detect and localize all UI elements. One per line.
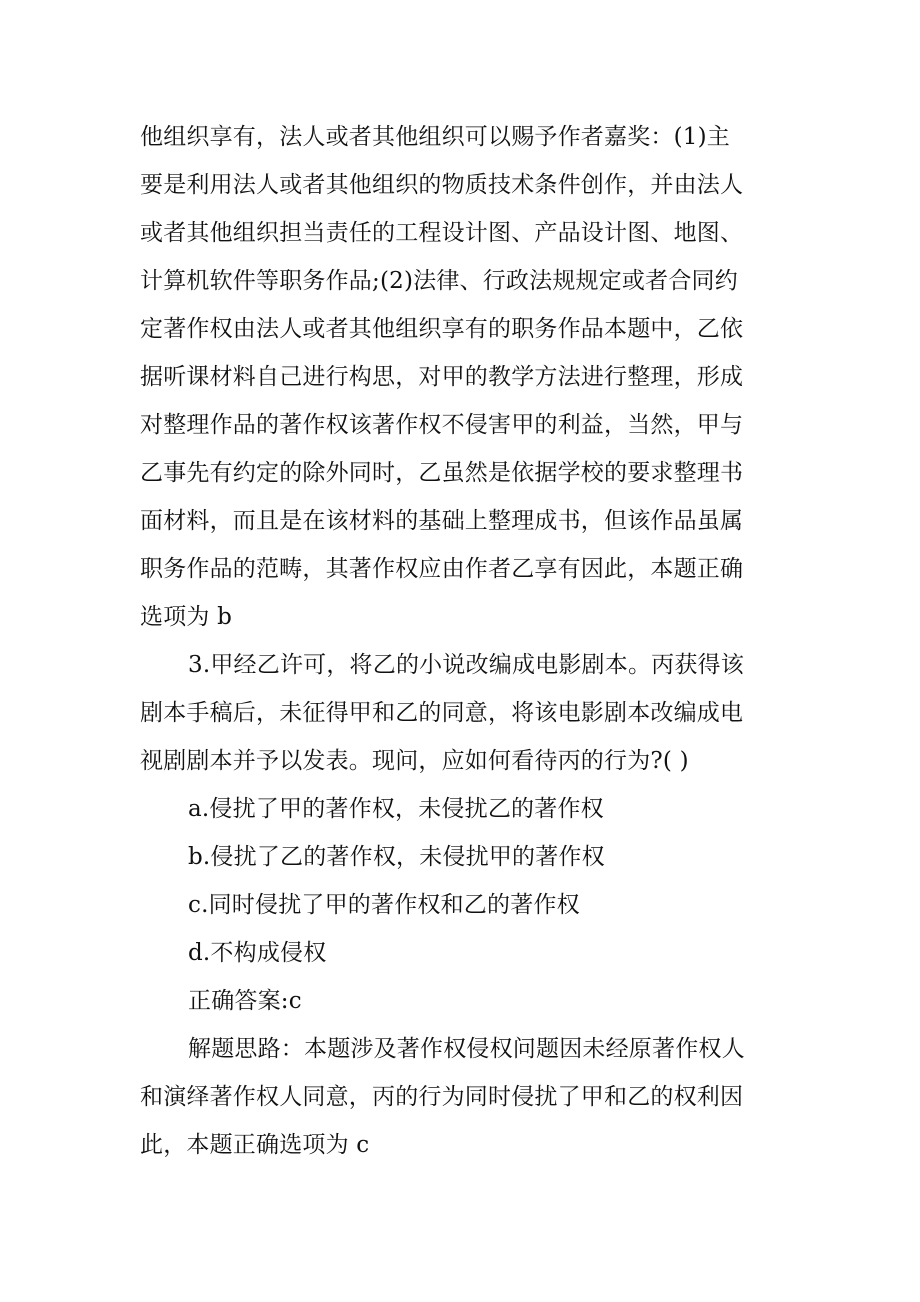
question-line: 剧本手稿后，未征得甲和乙的同意，将该电影剧本改编成电: [140, 700, 744, 726]
paragraph-line: 或者其他组织担当责任的工程设计图、产品设计图、地图、: [140, 220, 744, 246]
option-c: c.同时侵扰了甲的著作权和乙的著作权: [188, 892, 580, 918]
explanation-line: 和演绎著作权人同意，丙的行为同时侵扰了甲和乙的权利因: [140, 1084, 744, 1110]
question-line: 3.甲经乙许可，将乙的小说改编成电影剧本。丙获得该: [188, 652, 744, 678]
explanation-line: 解题思路：本题涉及著作权侵权问题因未经原著作权人: [188, 1036, 745, 1062]
option-d: d.不构成侵权: [188, 940, 327, 966]
paragraph-line: 定著作权由法人或者其他组织享有的职务作品本题中，乙依: [140, 316, 744, 342]
question-line: 视剧剧本并予以发表。现问，应如何看待丙的行为?( ): [140, 748, 689, 774]
paragraph-line: 他组织享有，法人或者其他组织可以赐予作者嘉奖：(1)主: [140, 124, 730, 150]
paragraph-line: 选项为 b: [140, 604, 233, 630]
paragraph-line: 对整理作品的著作权该著作权不侵害甲的利益，当然，甲与: [140, 412, 744, 438]
paragraph-line: 据听课材料自己进行构思，对甲的教学方法进行整理，形成: [140, 364, 744, 390]
option-a: a.侵扰了甲的著作权，未侵扰乙的著作权: [188, 796, 604, 822]
paragraph-line: 乙事先有约定的除外同时，乙虽然是依据学校的要求整理书: [140, 460, 744, 486]
paragraph-line: 职务作品的范畴，其著作权应由作者乙享有因此，本题正确: [140, 556, 744, 582]
paragraph-line: 计算机软件等职务作品;(2)法律、行政法规规定或者合同约: [140, 268, 738, 294]
explanation-line: 此，本题正确选项为 c: [140, 1132, 370, 1158]
paragraph-line: 要是利用法人或者其他组织的物质技术条件创作，并由法人: [140, 172, 744, 198]
answer-line: 正确答案:c: [188, 988, 302, 1014]
paragraph-line: 面材料，而且是在该材料的基础上整理成书，但该作品虽属: [140, 508, 744, 534]
option-b: b.侵扰了乙的著作权，未侵扰甲的著作权: [188, 844, 605, 870]
